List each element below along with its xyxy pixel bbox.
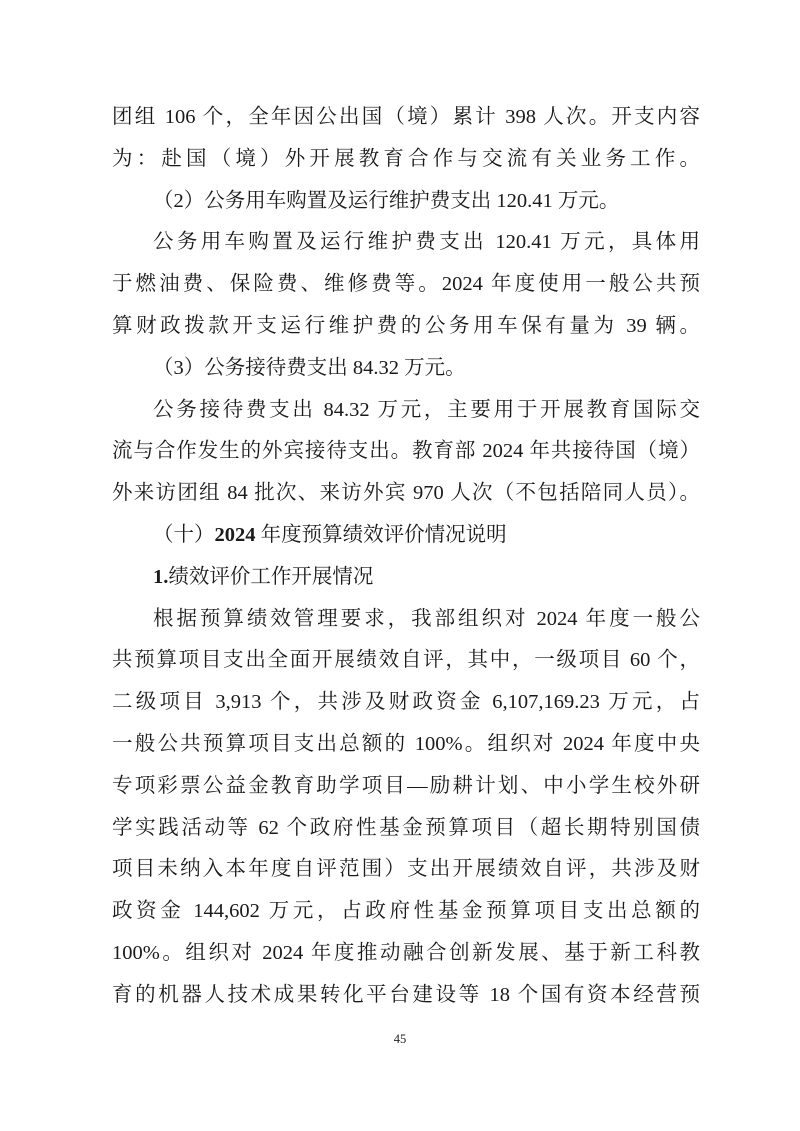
text-segment: 学实践活动等 62 个政府性基金预算项目（超长期特别国债 (112, 816, 700, 839)
text-line (112, 724, 700, 766)
text-segment: 100%。组织对 2024 年度推动融合创新发展、基于新工科教 (112, 941, 700, 964)
text-line (112, 390, 700, 432)
text-segment: 年度预算绩效评价情况说明 (255, 523, 507, 546)
text-line (112, 515, 700, 557)
text-segment: （十） (153, 523, 215, 546)
text-segment: 二级项目 3,913 个，共涉及财政资金 6,107,169.23 万元，占 (112, 691, 700, 714)
text-line (112, 599, 700, 641)
text-line (112, 97, 700, 139)
text-segment: 政资金 144,602 万元，占政府性基金预算项目支出总额的 (112, 900, 700, 923)
text-segment-bold: 2024 (214, 523, 256, 546)
text-segment: 于燃油费、保险费、维修费等。2024 年度使用一般公共预 (112, 273, 700, 296)
text-line (112, 348, 700, 390)
text-line (112, 306, 700, 348)
text-segment: 流与合作发生的外宾接待支出。教育部 2024 年共接待国（境） (112, 440, 700, 463)
text-segment: （2）公务用车购置及运行维护费支出 120.41 万元。 (153, 189, 620, 212)
text-line (112, 431, 700, 473)
text-line (112, 766, 700, 808)
text-segment: 一般公共预算项目支出总额的 100%。组织对 2024 年度中央 (112, 732, 700, 755)
page-number: 45 (393, 1032, 407, 1046)
text-line (112, 264, 700, 306)
text-segment: 公务接待费支出 84.32 万元，主要用于开展教育国际交 (153, 398, 700, 421)
text-segment: 根据预算绩效管理要求，我部组织对 2024 年度一般公 (153, 607, 700, 630)
text-segment: 为：赴国（境）外开展教育合作与交流有关业务工作。 (112, 147, 700, 170)
text-segment-bold: 1. (153, 565, 169, 588)
text-line (112, 181, 700, 223)
text-line (112, 139, 700, 181)
text-segment: 团组 106 个，全年因公出国（境）累计 398 人次。开支内容 (112, 106, 700, 128)
text-segment: 算财政拨款开支运行维护费的公务用车保有量为 39 辆。 (112, 314, 700, 337)
text-segment: 共预算项目支出全面开展绩效自评，其中，一级项目 60 个， (112, 649, 700, 672)
text-line (112, 975, 700, 1017)
text-line (112, 222, 700, 264)
text-segment: 外来访团组 84 批次、来访外宾 970 人次（不包括陪同人员）。 (112, 482, 700, 505)
text-line (112, 473, 700, 515)
text-segment: 绩效评价工作开展情况 (168, 565, 374, 588)
text-segment: 项目未纳入本年度自评范围）支出开展绩效自评，共涉及财 (112, 858, 700, 881)
text-line (112, 808, 700, 850)
text-segment: 专项彩票公益金教育助学项目—励耕计划、中小学生校外研 (112, 774, 700, 797)
document-body (112, 97, 700, 1017)
text-line (112, 933, 700, 975)
text-line (112, 891, 700, 933)
text-segment: 育的机器人技术成果转化平台建设等 18 个国有资本经营预 (112, 983, 700, 1006)
text-line (112, 557, 700, 599)
text-line (112, 640, 700, 682)
text-line (112, 682, 700, 724)
text-segment: 公务用车购置及运行维护费支出 120.41 万元，具体用 (153, 231, 700, 254)
text-line (112, 849, 700, 891)
text-segment: （3）公务接待费支出 84.32 万元。 (153, 356, 466, 379)
